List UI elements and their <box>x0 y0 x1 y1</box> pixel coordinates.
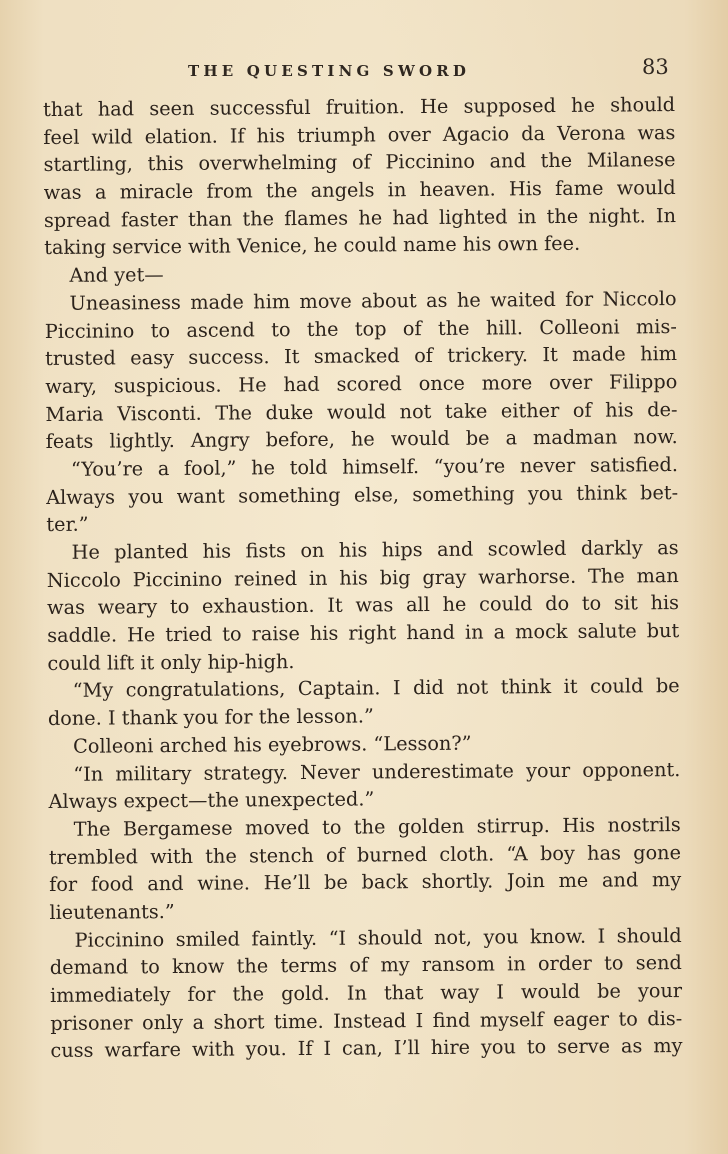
text-line: Always you want something else, something you think bet- <box>46 480 679 509</box>
text-line: feats lightly. Angry before, he would be a madman now. <box>45 425 678 454</box>
text-line: ter.” <box>46 512 89 537</box>
text-line: Uneasiness made him move about as he waited for Niccolo <box>69 286 677 315</box>
text-line: feel wild elation. If his triumph over Agacio da Verona was <box>43 120 676 149</box>
running-head: THE QUESTING SWORD <box>188 62 471 80</box>
text-line: Niccolo Piccinino reined in his big gray warhorse. The man <box>46 563 679 592</box>
text-line: Piccinino to ascend to the top of the hill. Colleoni mis- <box>44 314 677 343</box>
text-line: cuss warfare with you. If I can, I’ll hire you to serve as my <box>50 1034 683 1063</box>
text-line: trembled with the stench of burned cloth. “A boy has gone <box>48 840 682 869</box>
text-line: “My congratulations, Captain. I did not think it could be <box>72 674 680 703</box>
text-line: wary, suspicious. He had scored once more over Filippo <box>45 369 678 398</box>
text-line: demand to know the terms of my ransom in order to send <box>49 951 682 980</box>
text-line: prisoner only a short time. Instead I find myself eager to dis- <box>50 1006 683 1035</box>
page-number: 83 <box>642 55 669 79</box>
text-line: done. I thank you for the lesson.” <box>47 704 374 731</box>
text-line: Always expect—the unexpected.” <box>48 787 375 814</box>
text-line: spread faster than the flames he had lighted in the night. In <box>43 203 677 232</box>
text-line: The Bergamese moved to the golden stirrup. His nostrils <box>73 812 681 841</box>
text-line: Colleoni arched his eyebrows. “Lesson?” <box>73 731 472 758</box>
text-line: “In military strategy. Never underestimate your opponent. <box>73 757 681 786</box>
text-line: saddle. He tried to raise his right hand in a mock salute but <box>47 619 680 648</box>
text-line: could lift it only hip-high. <box>47 649 295 675</box>
text-line: that had seen successful fruition. He supposed he should <box>43 93 676 121</box>
text-line: trusted easy success. It smacked of trickery. It made him <box>44 342 678 371</box>
text-line: was a miracle from the angels in heaven. His fame would <box>43 176 676 205</box>
text-line: He planted his fists on his hips and scowled darkly as <box>71 536 679 564</box>
text-line: “You’re a fool,” he told himself. “you’re never satisfied. <box>70 452 679 481</box>
body-text <box>43 91 683 1065</box>
text-line: startling, this overwhelming of Piccinino and the Milanese <box>43 148 676 177</box>
text-line: lieutenants.” <box>49 899 175 924</box>
text-line: immediately for the gold. In that way I would be your <box>49 979 683 1007</box>
text-line: taking service with Venice, he could name his own fee. <box>44 232 581 260</box>
text-line: And yet— <box>69 263 164 287</box>
text-line: was weary to exhaustion. It was all he could do to sit his <box>46 591 680 620</box>
text-line: for food and wine. He’ll be back shortly. Join me and my <box>49 868 682 897</box>
text-line: Piccinino smiled faintly. “I should not, you know. I should <box>74 923 682 952</box>
text-line: Maria Visconti. The duke would not take either of his de- <box>45 397 678 426</box>
